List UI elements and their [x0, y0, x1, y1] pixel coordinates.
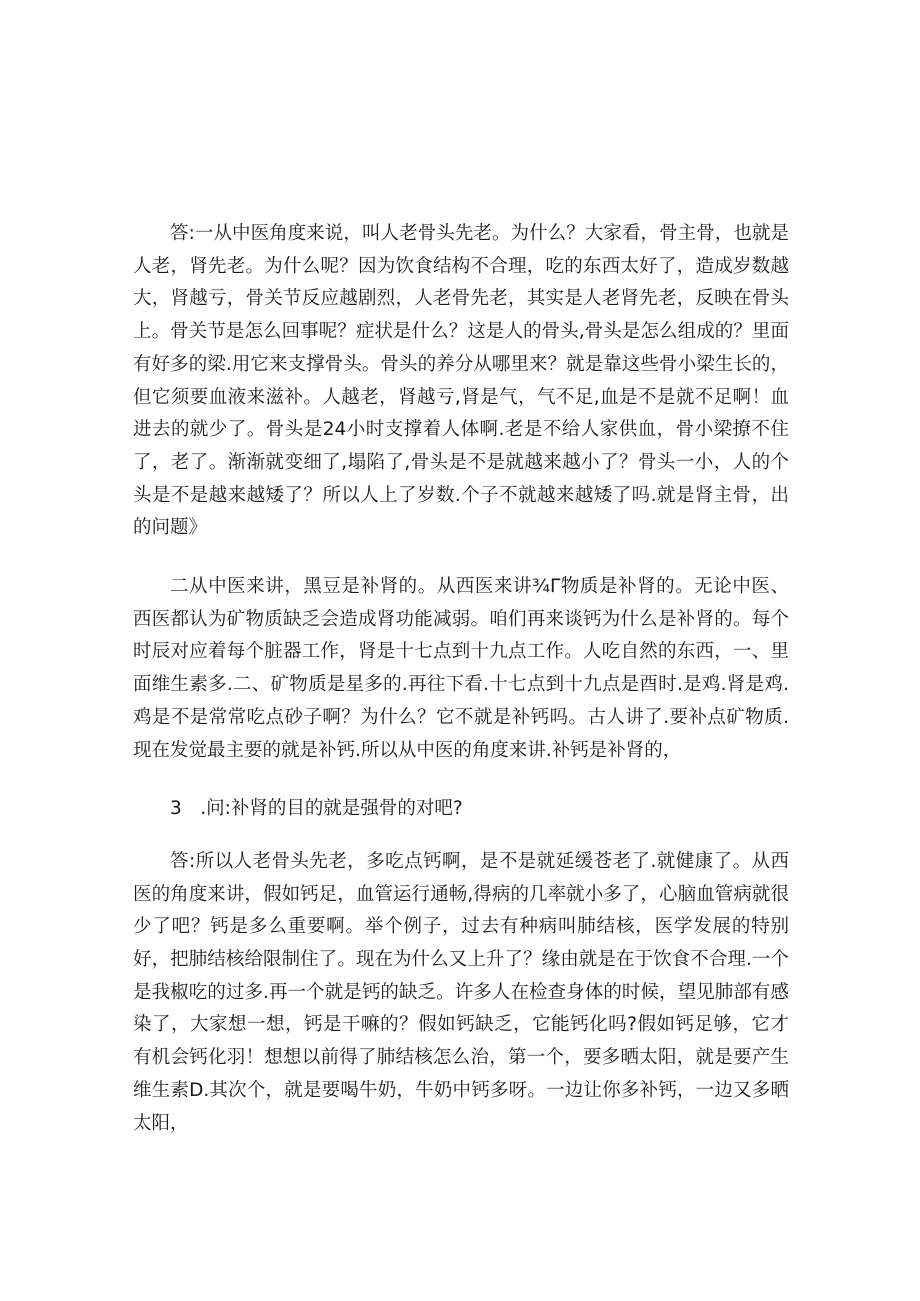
document-body	[133, 218, 789, 1166]
paragraph-answer-1: 答:一从中医角度来说，叫人老骨头先老。为什么？大家看，骨主骨，也就是人老，肾先老。为什么呢？因为饮食结构不合理，吃的东西太好了，造成岁数越大，肾越亏，骨关节反应越剧烈，人老骨先老，其实是人老肾先老，反映在骨头上。骨关节是怎么回事呢？症状是什么？这是人的骨头,骨头是怎么组成的？里面有好多的梁.用它来支撑骨头。骨头的养分从哪里来？就是靠这些骨小梁生长的，但它须要血液来滋补。人越老，肾越亏,肾是气，气不足,血是不是就不足啊！血进去的就少了。骨头是24小时支撑着人体啊.老是不给人家供血，骨小梁撩不住了，老了。渐渐就变细了,塌陷了,骨头是不是就越来越小了？骨头一小，人的个头是不是越来越矮了？所以人上了岁数.个子不就越来越矮了吗.就是肾主骨，出的问题》	[133, 223, 789, 539]
paragraph-answer-3: 答:所以人老骨头先老，多吃点钙啊，是不是就延缓苍老了.就健康了。从西医的角度来讲，假如钙足，血管运行通畅,得病的几率就小多了，心脑血管病就很少了吧？钙是多么重要啊。举个例子，过去有种病叫肺结核，医学发展的特别好，把肺结核给限制住了。现在为什么又上升了？缘由就是在于饮食不合理.一个是我椒吃的过多.再一个就是钙的缺乏。许多人在检查身体的时候，望见肺部有感染了，大家想一想，钙是干嘛的？假如钙缺乏，它能钙化吗?假如钙足够，它才有机会钙化羽！想想以前得了肺结核怎么治，第一个，要多晒太阳，就是要产生维生素D.其次个，就是要喝牛奶，牛奶中钙多呀。一边让你多补钙，一边又多晒太阳，	[133, 850, 789, 1134]
paragraph-question-3: 3 .问:补肾的目的就是强骨的对吧?	[170, 798, 463, 820]
paragraph-answer-2: 二从中医来讲，黑豆是补肾的。从西医来讲¾Γ物质是补肾的。无论中医、西医都认为矿物质缺乏会造成肾功能减弱。咱们再来谈钙为什么是补肾的。每个时辰对应着每个脏器工作，肾是十七点到十九点工作。人吃自然的东西，一、里面维生素多.二、矿物质是星多的.再往下看.十七点到十九点是酉时.是鸡.肾是鸡.鸡是不是常常吃点砂子啊？为什么？它不就是补钙吗。古人讲了.要补点矿物质.现在发觉最主要的就是补钙.所以从中医的角度来讲.补钙是补肾的，	[133, 576, 789, 761]
